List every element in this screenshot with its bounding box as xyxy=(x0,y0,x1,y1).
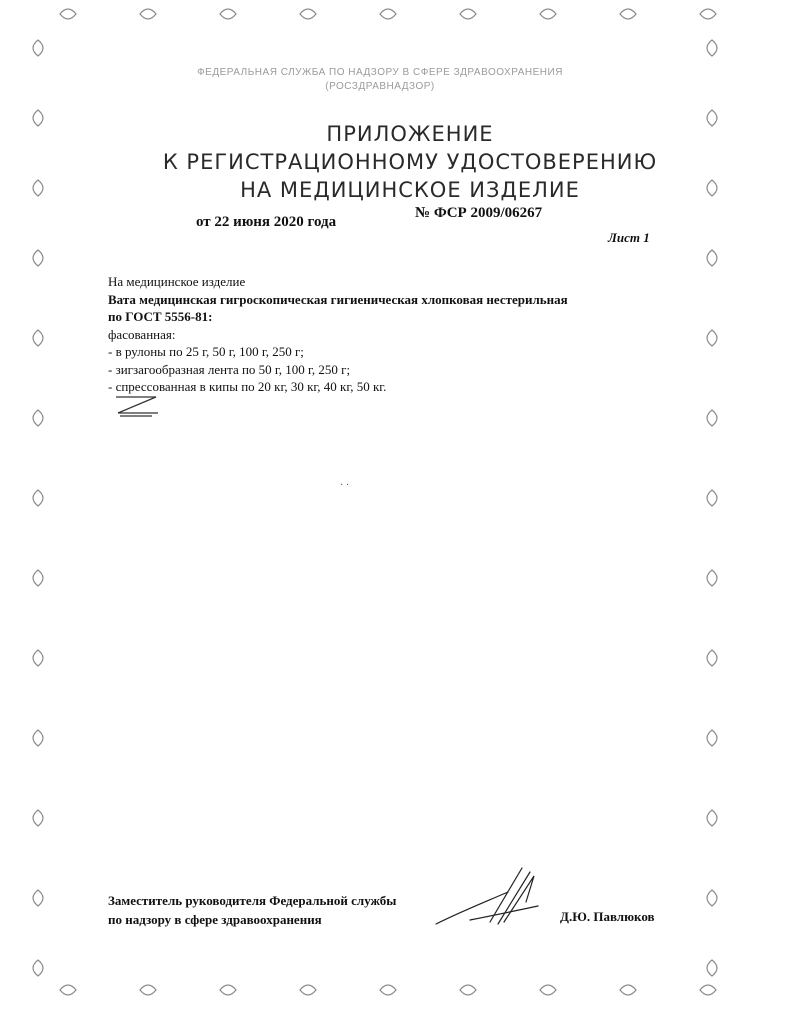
agency-header xyxy=(120,66,640,94)
handwritten-signature xyxy=(430,862,560,934)
title-line3: НА МЕДИЦИНСКОЕ ИЗДЕЛИЕ xyxy=(240,178,580,202)
packaging-item: - зигзагообразная лента по 50 г, 100 г, 250 г; xyxy=(108,361,351,377)
document-body xyxy=(108,273,668,396)
signatory-position xyxy=(108,891,396,929)
product-name-line2: по ГОСТ 5556-81: xyxy=(108,309,213,324)
title-line2: К РЕГИСТРАЦИОННОМУ УДОСТОВЕРЕНИЮ xyxy=(162,150,658,174)
border-ornament-bottom xyxy=(60,985,716,995)
packaging-item: - в рулоны по 25 г, 50 г, 100 г, 250 г; xyxy=(108,344,304,359)
border-ornament-left xyxy=(33,40,43,976)
position-line1: Заместитель руководителя Федеральной службы xyxy=(108,893,397,908)
signer-name: Д.Ю. Павлюков xyxy=(560,909,655,924)
agency-header-line2: (РОСЗДРАВНАДЗОР) xyxy=(325,81,435,92)
title-line1: ПРИЛОЖЕНИЕ xyxy=(326,122,494,146)
product-name-line1: Вата медицинская гигроскопическая гигиеническая хлопковая нестерильная xyxy=(108,291,568,307)
document-title xyxy=(100,120,720,204)
intro-line: На медицинское изделие xyxy=(108,274,246,289)
border-ornament-top xyxy=(60,9,716,19)
issue-date: от 22 июня 2020 года xyxy=(196,214,337,230)
sheet-number: Лист 1 xyxy=(608,230,650,245)
registration-number: № ФСР 2009/06267 xyxy=(415,205,543,221)
agency-header-line1: ФЕДЕРАЛЬНАЯ СЛУЖБА ПО НАДЗОРУ В СФЕРЕ ЗДРАВООХРАНЕНИЯ xyxy=(197,67,563,78)
packaging-item: - спрессованная в кипы по 20 кг, 30 кг, 40 кг, 50 кг. xyxy=(108,379,387,394)
z-strike-mark xyxy=(112,393,160,419)
position-line2: по надзору в сфере здравоохранения xyxy=(108,912,322,927)
packaging-label: фасованная: xyxy=(108,326,176,342)
scan-speck: · · xyxy=(340,480,350,491)
